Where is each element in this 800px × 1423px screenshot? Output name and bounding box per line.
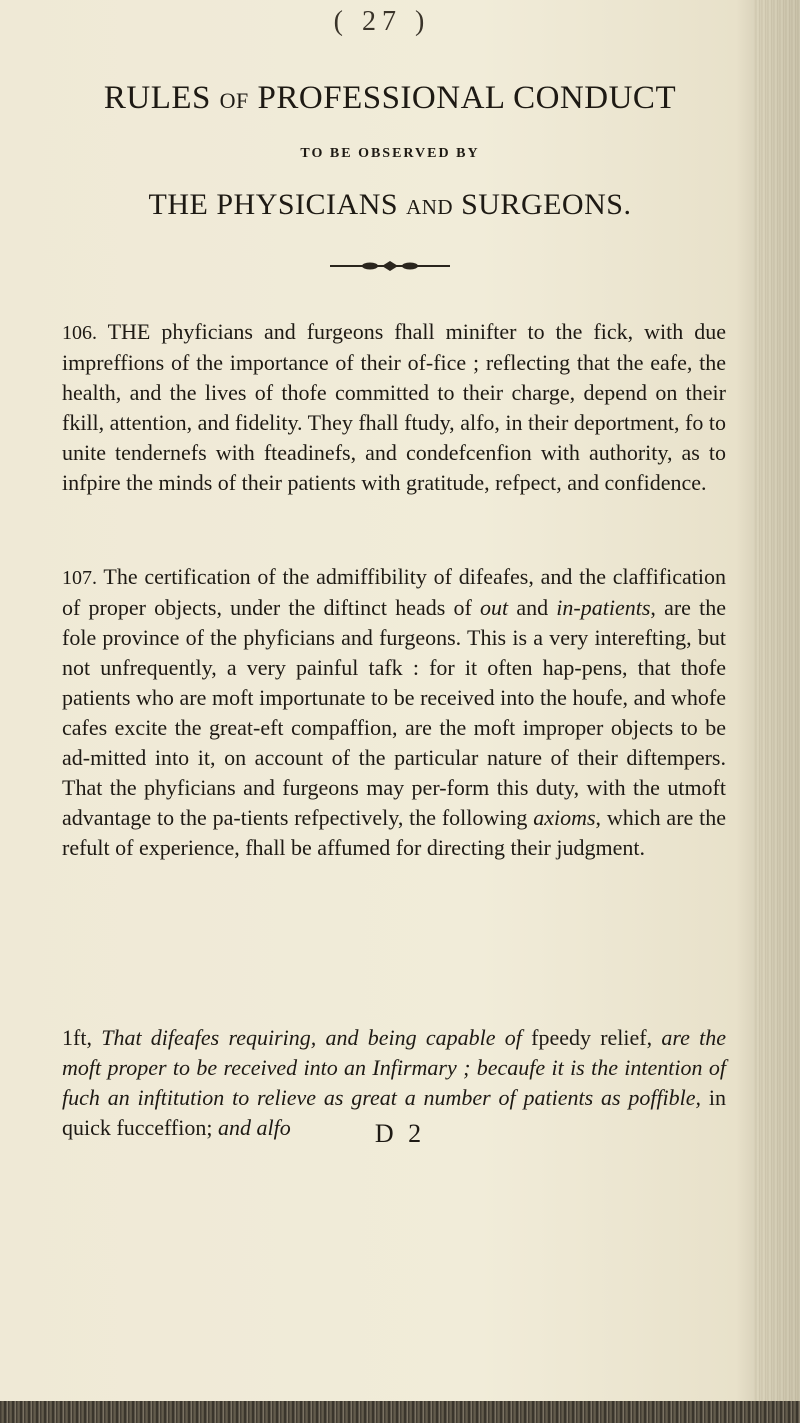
axiom-number: 1ft,	[62, 1025, 92, 1050]
title-of: OF	[219, 88, 249, 113]
italic-in-patients: in-patients	[556, 595, 651, 620]
italic-out: out	[480, 595, 509, 620]
paragraph-text: , are the fole province of the phyficians and furgeons. This is a very interefting, but not unfrequently, a very painful tafk : for it often hap-pens, that thofe patients who are moft importunate to be received into the houfe, and whofe cafes excite the great-eft compaffion, are the moft improper objects to be ad-mitted into it, on account of the particular nature of their diftempers. That the phyficians and furgeons may per-form this duty, with the utmoft advantage to the pa-tients refpectively, the following	[62, 595, 727, 830]
page-number: ( 27 )	[333, 6, 431, 37]
title-rules: RULES	[103, 80, 211, 116]
signature-mark: D 2	[374, 1119, 426, 1148]
paragraph-107	[62, 562, 726, 863]
subtitle-physicians-surgeons	[60, 188, 720, 222]
title-rest: PROFESSIONAL CONDUCT	[257, 80, 677, 116]
page-edge	[754, 0, 800, 1423]
subtitle: TO BE OBSERVED BY	[300, 146, 480, 161]
paragraph-text: THE phyficians and furgeons fhall minifter to the fick, with due impreffions of the importance of their of-fice ; reflecting that the eafe, the health, and the lives of thofe committed to their charge, depend on their fkill, attention, and fidelity. They fhall ftudy, alfo, in their deportment, fo to unite tendernefs with fteadinefs, and condefcenfion with authority, as to infpire the minds of their patients with gratitude, refpect, and confidence.	[62, 319, 726, 495]
axiom-text: in quick fucceffion;	[62, 1085, 726, 1140]
paragraph-number: 107.	[62, 567, 97, 589]
ornament-divider	[330, 260, 450, 272]
paragraph-106	[62, 317, 726, 498]
sub2-surgeons: SURGEONS.	[461, 188, 632, 221]
paragraph-text: , which are the refult of experience, fhall be affumed for directing their judgment.	[62, 805, 726, 860]
axiom-italic-text: and alfo	[217, 1115, 291, 1140]
axiom-italic-text: are the moft proper to be received into an Infirmary ; becaufe it is the intention of fuch an inftitution to relieve as great a number of patients as poffible,	[62, 1025, 727, 1110]
paragraph-text: The certification of the admiffibility of difeafes, and the claffification of proper objects, under the diftinct heads of	[62, 564, 726, 620]
sub2-the: THE	[148, 188, 209, 221]
sub2-and: AND	[406, 195, 454, 219]
axiom-text: fpeedy relief,	[521, 1025, 662, 1050]
paragraph-text: and	[508, 595, 557, 620]
axiom-italic-text: That difeafes requiring, and being capable of	[101, 1025, 522, 1050]
paragraph-number: 106.	[62, 322, 97, 344]
page-title	[60, 80, 720, 117]
italic-axioms: axioms	[533, 805, 596, 830]
sub2-physicians: PHYSICIANS	[216, 188, 399, 221]
book-bottom-edge	[0, 1401, 800, 1423]
